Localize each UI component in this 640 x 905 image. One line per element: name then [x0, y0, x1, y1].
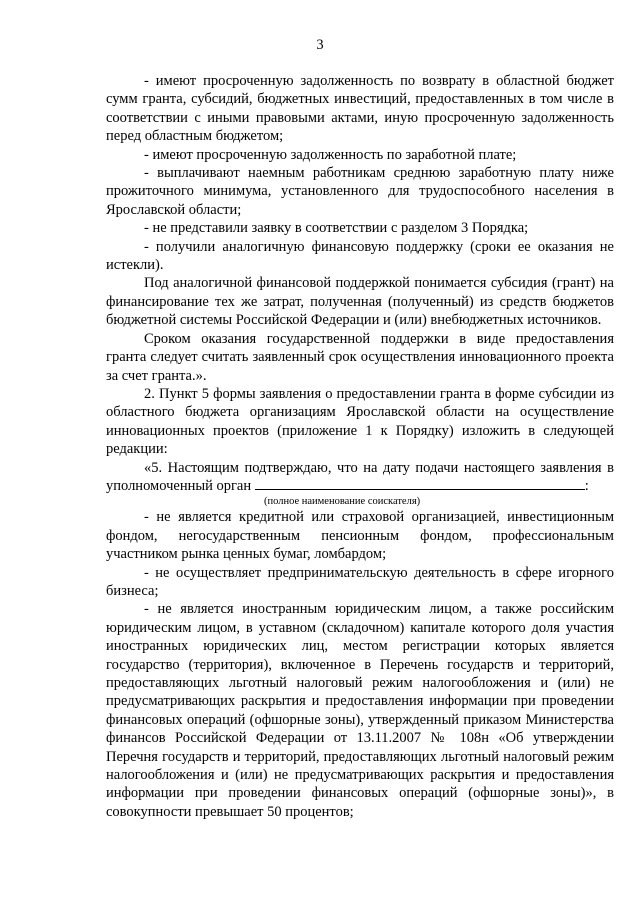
statement-end: :: [584, 477, 589, 494]
statement-text: «5. Настоящим подтверждаю, что на дату подачи настоящего заявления в уполномоченный орган: [106, 459, 614, 494]
condition-not-foreign-offshore: - не является иностранным юридическим лицом, а также российским юридическим лицом, в уставном (складочном) капитале которого доля участия иностранных юридических лиц, местом регистрации которых является государство (территория), включенное в Перечень государств и территорий, предоставляющих льготный налоговый режим налогообложения и (или) не предусматривающих раскрытия и предоставления информации при проведении финансовых операций (офшорные зоны), утвержденный приказом Министерства финансов Российской Федерации от 13.11.2007 № 108н «Об утверждении Перечня государств и территорий, предоставляющих льготный налоговый режим налогообложения и (или) не предусматривающих раскрытия и предоставления информации при проведении финансовых операций (офшорные зоны)», в совокупности превышает 50 процентов;: [106, 601, 614, 820]
paragraph-wage-arrears: - имеют просроченную задолженность по заработной плате;: [144, 146, 517, 163]
condition-not-financial-org: - не является кредитной или страховой организацией, инвестиционным фондом, негосударственным пенсионным фондом, профессиональным участником рынка ценных бумаг, ломбардом;: [106, 509, 614, 563]
statement-paragraph: [106, 459, 614, 496]
paragraph-minimum-wage: - выплачивают наемным работникам среднюю заработную плату ниже прожиточного минимума, установленного для трудоспособного населения в Ярославской области;: [106, 165, 614, 218]
applicant-name-fill-line: [255, 477, 585, 490]
paragraph-support-term: Сроком оказания государственной поддержки в виде предоставления гранта следует считать заявленный срок осуществления инновационного проекта за счет гранта.».: [106, 330, 614, 384]
fill-line-caption: (полное наименование соискателя): [264, 496, 421, 508]
paragraph-similar-support: - получили аналогичную финансовую поддержку (сроки ее оказания не истекли).: [106, 238, 614, 274]
condition-not-gambling: - не осуществляет предпринимательскую деятельность в сфере игорного бизнеса;: [106, 564, 614, 599]
paragraph-application: - не представили заявку в соответствии с разделом 3 Порядка;: [144, 220, 529, 237]
paragraph-support-definition: Под аналогичной финансовой поддержкой понимается субсидия (грант) на финансирование тех же затрат, полученная (полученный) из средств бюджетов бюджетной системы Российской Федерации и (или) внебюджетных источников.: [106, 275, 614, 329]
paragraph-item-2: 2. Пункт 5 формы заявления о предоставлении гранта в форме субсидии из областного бюджета организациям Ярославской области на осуществление инновационных проектов (приложение 1 к Порядку) изложить в следующей редакции:: [106, 385, 614, 458]
page-number: 3: [316, 37, 324, 53]
paragraph-overdue-debt: - имеют просроченную задолженность по возврату в областной бюджет сумм гранта, субсидий, бюджетных инвестиций, предоставленных в том числе в соответствии с иными правовыми актами, иную просроченную задолженность перед областным бюджетом;: [106, 73, 614, 145]
document-body: [106, 72, 614, 821]
